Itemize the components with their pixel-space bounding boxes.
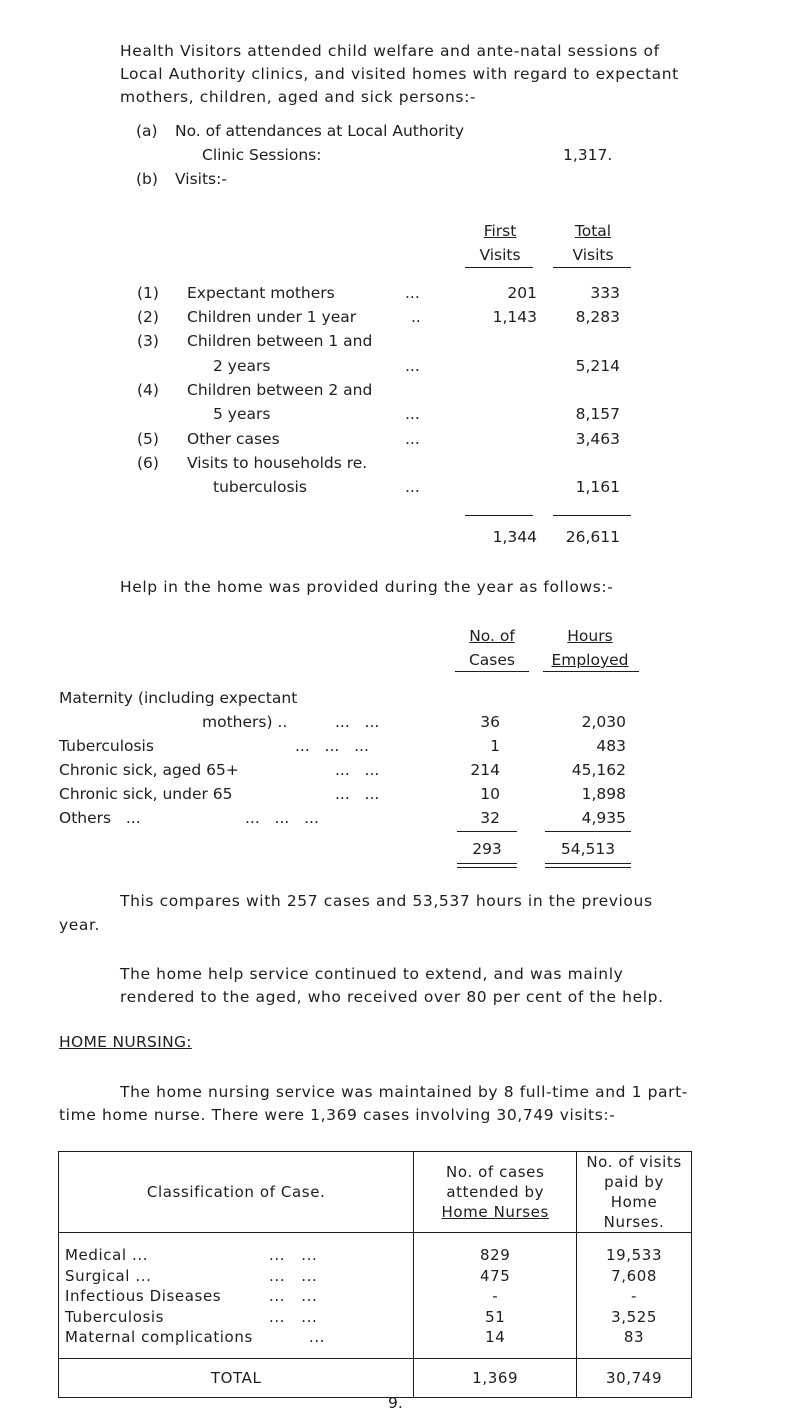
- home-help-row-1-hours: 2,030: [581, 713, 626, 731]
- visits-total-total: 26,611: [565, 528, 620, 546]
- visits-row-5-label: Other cases: [187, 430, 280, 448]
- home-help-row-2-label: Tuberculosis: [59, 737, 154, 755]
- home-help-row-4-dots: ... ...: [335, 785, 380, 803]
- nursing-paragraph: The home nursing service was maintained by 8 full-time and 1 part-time home nurse. There were 1,369 cases involving 30,749 visits:-: [59, 1083, 688, 1124]
- visits-row-1-first: 201: [507, 284, 537, 302]
- service-paragraph: The home help service continued to extend, and was mainly rendered to the aged, who received over 80 per cent of the help.: [120, 965, 664, 1006]
- visits-row-6-num: (6): [137, 454, 159, 472]
- visits-row-4-dots: ...: [405, 405, 420, 423]
- home-help-row-5-hours: 4,935: [581, 809, 626, 827]
- home-help-row-2-dots: ... ... ...: [295, 737, 369, 755]
- visits-row-1-num: (1): [137, 284, 159, 302]
- home-help-row-2-hours: 483: [596, 737, 626, 755]
- home-help-row-2-cases: 1: [490, 737, 500, 755]
- home-help-row-3-label: Chronic sick, aged 65+: [59, 761, 239, 779]
- home-help-hours-rule: [545, 831, 631, 832]
- home-help-row-1-label: Maternity (including expectant: [59, 689, 298, 707]
- home-help-row-4-label: Chronic sick, under 65: [59, 785, 233, 803]
- visits-row-6-label: Visits to households re.: [187, 454, 368, 472]
- home-help-row-1-cases: 36: [480, 713, 500, 731]
- visits-row-1-dots: ...: [405, 284, 420, 302]
- visits-first-head-2: Visits: [479, 246, 521, 264]
- home-help-intro: Help in the home was provided during the year as follows:-: [120, 578, 614, 596]
- item-a-text-2: Clinic Sessions:: [202, 146, 322, 164]
- home-help-row-3-dots: ... ...: [335, 761, 380, 779]
- visits-first-head-1: First: [483, 222, 517, 240]
- visits-row-3-label: Children between 1 and: [187, 332, 373, 350]
- nursing-heading: HOME NURSING:: [59, 1033, 192, 1051]
- visits-row-2-first: 1,143: [492, 308, 537, 326]
- total-label: TOTAL: [59, 1358, 414, 1397]
- visits-row-6-dots: ...: [405, 478, 420, 496]
- table-row: Medical ... ... ... 829 19,533: [59, 1233, 692, 1266]
- home-help-row-3-hours: 45,162: [571, 761, 626, 779]
- item-a-label: (a): [136, 122, 158, 140]
- head-classification: Classification of Case.: [59, 1152, 414, 1233]
- item-b-label: (b): [136, 170, 158, 188]
- visits-row-6-total: 1,161: [575, 478, 620, 496]
- home-help-cases-total: 293: [472, 840, 502, 858]
- table-row: Infectious Diseases ... ... - -: [59, 1286, 692, 1307]
- home-help-hours-double-rule: [545, 863, 631, 868]
- classification-table: [58, 1151, 692, 1398]
- home-help-row-5-dots: ... ... ...: [245, 809, 319, 827]
- item-a-value: 1,317.: [563, 146, 613, 164]
- home-help-cases-double-rule: [457, 863, 517, 868]
- visits-row-3-dots: ...: [405, 357, 420, 375]
- visits-row-3-num: (3): [137, 332, 159, 350]
- item-a-text-1: No. of attendances at Local Authority: [175, 122, 465, 140]
- total-cases: 1,369: [414, 1358, 577, 1397]
- compare-paragraph: This compares with 257 cases and 53,537 hours in the previous: [120, 892, 653, 910]
- visits-row-2-dots: ..: [411, 308, 421, 326]
- head-cases: No. of cases attended by Home Nurses: [414, 1152, 577, 1233]
- visits-first-total: 1,344: [492, 528, 537, 546]
- visits-row-4-total: 8,157: [575, 405, 620, 423]
- visits-row-5-num: (5): [137, 430, 159, 448]
- visits-row-2-num: (2): [137, 308, 159, 326]
- home-help-row-4-cases: 10: [480, 785, 500, 803]
- visits-row-4-label2: 5 years: [213, 405, 271, 423]
- home-help-cases-rule: [457, 831, 517, 832]
- total-visits: 30,749: [577, 1358, 692, 1397]
- visits-row-1-label: Expectant mothers: [187, 284, 335, 302]
- home-help-row-5-cases: 32: [480, 809, 500, 827]
- table-total-row: [59, 1358, 692, 1397]
- visits-row-1-total: 333: [590, 284, 620, 302]
- item-b-text: Visits:-: [175, 170, 227, 188]
- compare-paragraph-cont: year.: [59, 916, 101, 934]
- visits-first-total-rule: [465, 515, 533, 516]
- visits-total-total-rule: [553, 515, 631, 516]
- table-row: Surgical ... ... ... 475 7,608: [59, 1266, 692, 1287]
- page-number: 9.: [388, 1394, 403, 1412]
- visits-row-3-label2: 2 years: [213, 357, 271, 375]
- home-help-hours-total: 54,513: [560, 840, 616, 858]
- visits-row-5-total: 3,463: [575, 430, 620, 448]
- home-help-row-3-cases: 214: [470, 761, 500, 779]
- visits-row-4-label: Children between 2 and: [187, 381, 373, 399]
- visits-row-5-dots: ...: [405, 430, 420, 448]
- table-row: Tuberculosis ... ... 51 3,525: [59, 1307, 692, 1328]
- visits-total-head-2: Visits: [572, 246, 614, 264]
- home-help-row-1-label2: mothers) ..: [202, 713, 288, 731]
- table-row: Maternal complications ... 14 83: [59, 1327, 692, 1358]
- visits-total-head-1: Total: [574, 222, 612, 240]
- head-visits: No. of visits paid by Home Nurses.: [577, 1152, 692, 1233]
- visits-row-6-label2: tuberculosis: [213, 478, 307, 496]
- home-help-cases-head-2: Cases: [468, 651, 515, 669]
- visits-row-3-total: 5,214: [575, 357, 620, 375]
- home-help-row-1-dots: ... ...: [335, 713, 380, 731]
- home-help-hours-head-2: Employed: [551, 651, 629, 669]
- visits-row-4-num: (4): [137, 381, 159, 399]
- home-help-row-4-hours: 1,898: [581, 785, 626, 803]
- home-help-cases-head-1: No. of: [469, 627, 515, 645]
- visits-row-2-label: Children under 1 year: [187, 308, 357, 326]
- home-help-hours-head-1: Hours: [567, 627, 613, 645]
- home-help-row-5-label: Others ...: [59, 809, 141, 827]
- intro-paragraph: Health Visitors attended child welfare and ante-natal sessions of Local Authority clinics, and visited homes with regard to expectant mothers, children, aged and sick persons:-: [120, 42, 679, 106]
- visits-row-2-total: 8,283: [575, 308, 620, 326]
